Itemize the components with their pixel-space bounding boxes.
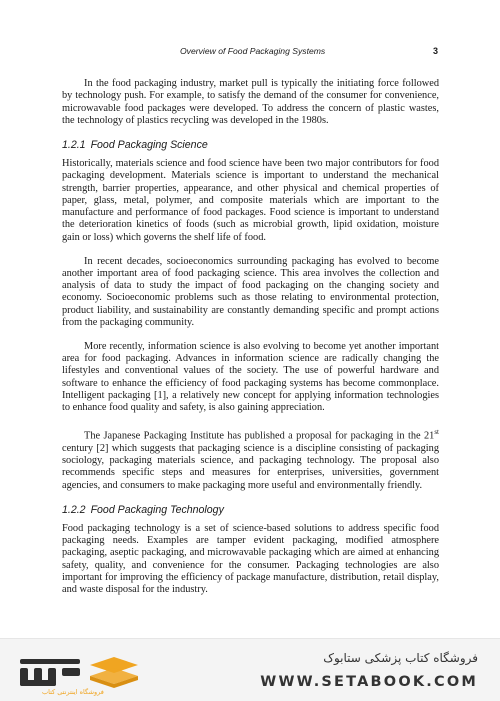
page-number: 3	[432, 46, 438, 56]
setabook-logo-icon	[14, 649, 142, 693]
ordinal-suffix: st	[434, 428, 439, 437]
paragraph: More recently, information science is also evolving to become yet another important area for food packaging. Advances in information science are radically changing the lifestyles and conventional values of the society. The use of powerful hardware and software to enhance the efficiency of food packaging systems has become commonplace. Intelligent packaging [1], a relatively new concept for applying information technologies to enhance food quality and safety, is also gaining appreciation.	[62, 340, 439, 414]
store-watermark-banner	[0, 638, 500, 701]
section-number: 1.2.1	[62, 138, 86, 151]
section-heading-food-packaging-technology	[62, 504, 439, 516]
page-fade-overlay	[0, 600, 500, 640]
shop-url[interactable]: WWW.SETABOOK.COM	[260, 674, 478, 690]
section-title: Food Packaging Technology	[90, 503, 224, 516]
paragraph: Historically, materials science and food science have been two major contributors for food packaging development. Materials science is important to understand the mechanical strength, barrier properties, appearance, and other physical and chemical properties of paper, glass, metal, polymer, and composite materials which are important to the manufacture and performance of food packages. Food science is important to understand the deterioration kinetics of foods (such as microbial growth, lipid oxidation, moisture gain or loss) which governs the shelf life of food.	[62, 157, 439, 243]
section-number: 1.2.2	[62, 503, 86, 516]
paragraph: Food packaging technology is a set of science-based solutions to address specific food packaging needs. Examples are tamper evident packaging, modified atmosphere packaging, aseptic packaging, and microwavable packaging which are aimed at enhancing safety, quality, and convenience for the consumer. Packaging technologies are also important for improving the efficiency of package manufacture, distribution, retail display, and waste disposal for the industry.	[62, 522, 439, 596]
body-text	[62, 78, 439, 608]
paragraph	[62, 426, 439, 492]
paragraph: In the food packaging industry, market pull is typically the initiating force followed by technology push. For example, to satisfy the demand of the consumer for convenience, microwavable food packages were developed. To address the concern of plastic wastes, the technology of plastics recycling was developed in the 1980s.	[62, 78, 439, 126]
section-title: Food Packaging Science	[90, 138, 208, 151]
logo-subtitle: فروشگاه اینترنتی کتاب	[42, 688, 104, 696]
paragraph-text: century [2] which suggests that packaging science is a discipline consisting of packaging sociology, packaging materials science, and packaging technology. The proposal also recommends specific steps and measures for enterprises, universities, government agencies, and consumers to make packaging more useful and environmentally friendly.	[62, 442, 439, 491]
paragraph-text: The Japanese Packaging Institute has published a proposal for packaging in the 21	[84, 430, 435, 442]
running-head-title: Overview of Food Packaging Systems	[180, 46, 326, 56]
shop-name: فروشگاه کتاب پزشکی ستابوک	[323, 651, 478, 665]
running-head	[62, 46, 438, 60]
paragraph: In recent decades, socioeconomics surrounding packaging has evolved to become another important area of food packaging science. This area involves the collection and analysis of data to study the impact of food packaging on the changing society and economy. Socioeconomic problems such as those relating to environmental protection, product liability, and sustainability are constantly demanding specific and prompt actions from the packaging community.	[62, 255, 439, 329]
section-heading-food-packaging-science	[62, 139, 439, 151]
